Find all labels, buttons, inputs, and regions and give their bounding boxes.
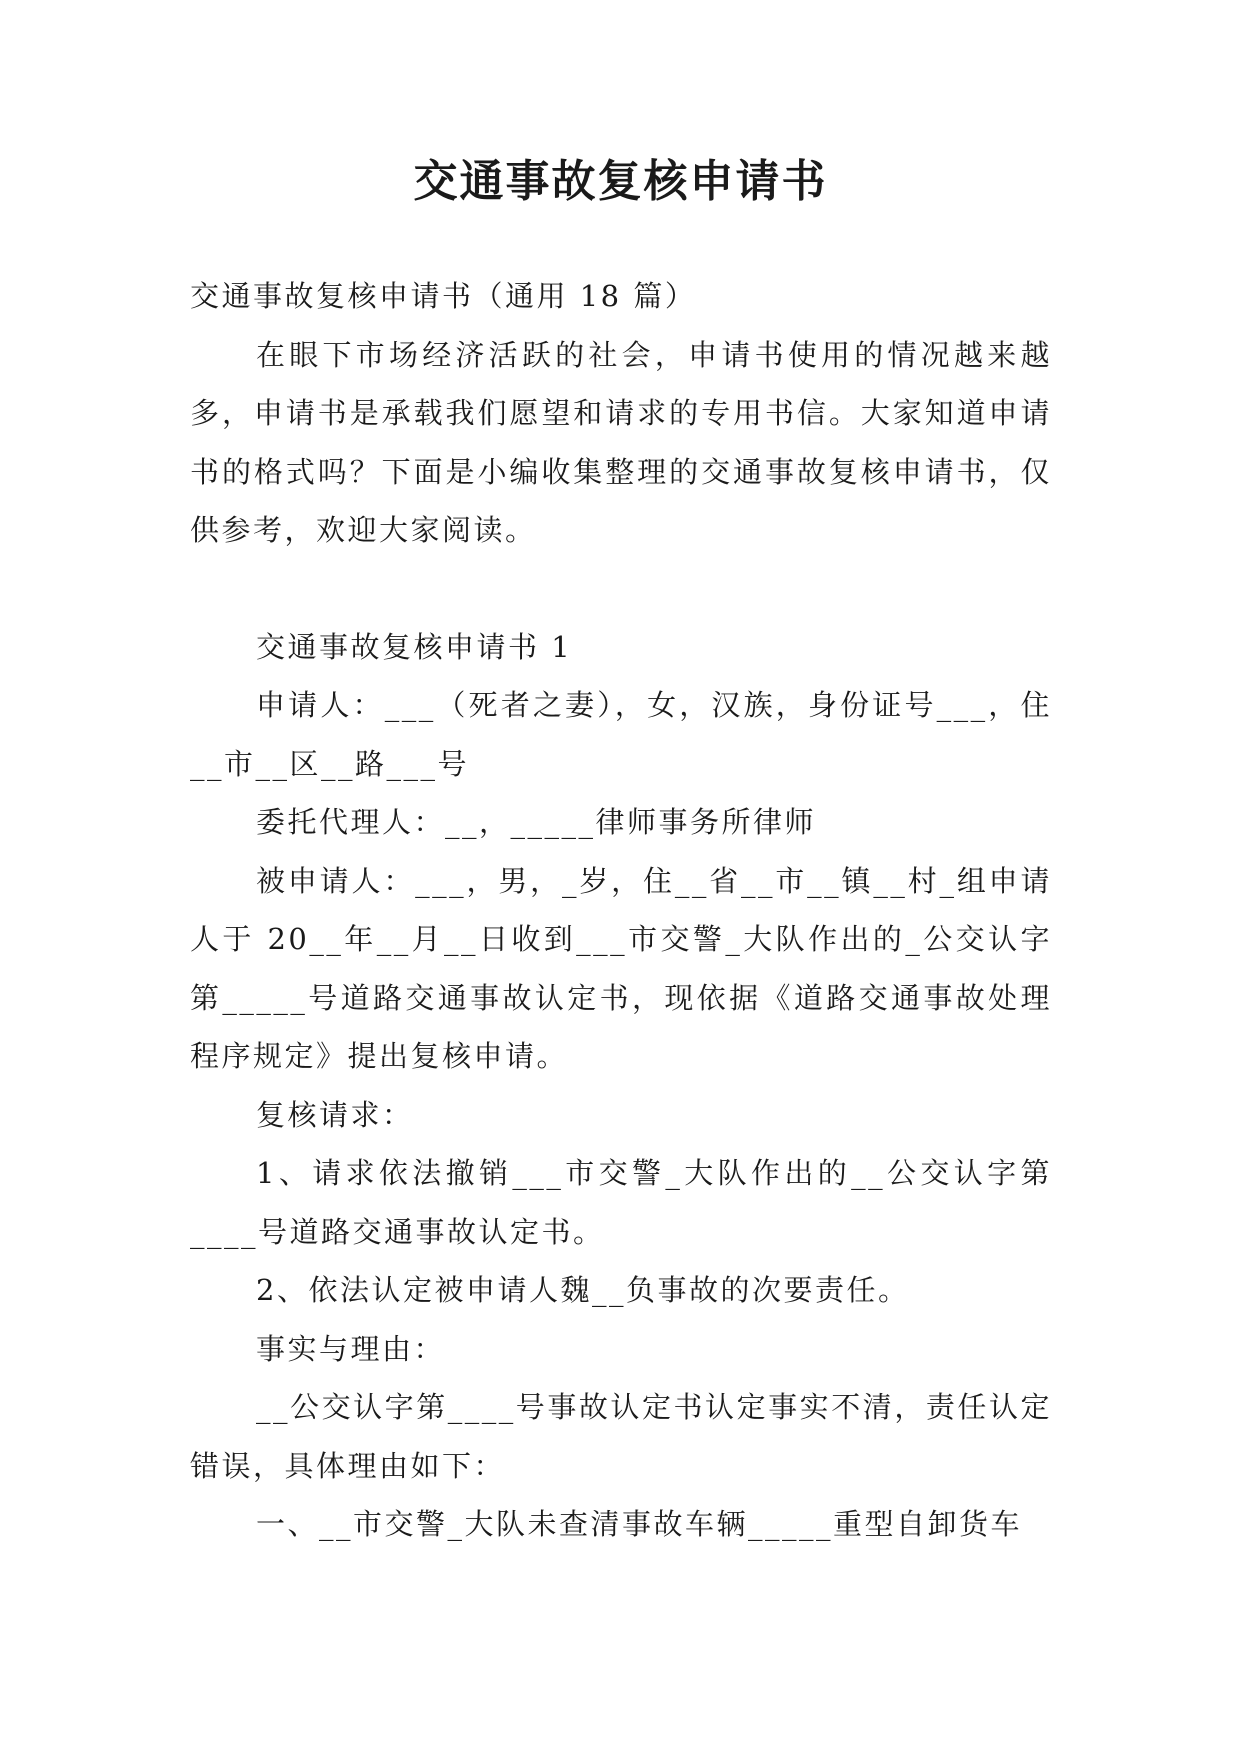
document-subtitle: 交通事故复核申请书（通用 18 篇） [190, 279, 697, 313]
applicant-paragraph: 申请人：___（死者之妻），女，汉族，身份证号___，住__市__区__路___号 [190, 688, 1052, 781]
document-body [190, 267, 1052, 1554]
spacer [190, 560, 1052, 618]
request-item-1: 1、请求依法撤销___市交警_大队作出的__公交认字第____号道路交通事故认定书。 [190, 1156, 1052, 1249]
facts-paragraph: __公交认字第____号事故认定书认定事实不清，责任认定错误，具体理由如下： [190, 1390, 1052, 1483]
reason-item-1: 一、__市交警_大队未查清事故车辆_____重型自卸货车 [256, 1507, 1023, 1541]
facts-reasons-heading: 事实与理由： [256, 1331, 446, 1366]
review-request-heading: 复核请求： [256, 1097, 414, 1132]
request-item-2: 2、依法认定被申请人魏__负事故的次要责任。 [256, 1273, 910, 1307]
section-title: 交通事故复核申请书 1 [256, 629, 573, 664]
agent-paragraph: 委托代理人：__，_____律师事务所律师 [256, 805, 817, 839]
intro-paragraph: 在眼下市场经济活跃的社会，申请书使用的情况越来越多，申请书是承载我们愿望和请求的专用书信。大家知道申请书的格式吗？下面是小编收集整理的交通事故复核申请书，仅供参考，欢迎大家阅读。 [190, 337, 1052, 547]
respondent-paragraph: 被申请人：___，男，_岁，住__省__市__镇__村_组申请人于 20__年__月__日收到___市交警_大队作出的_公交认字第_____号道路交通事故认定书，现依据《道路交通事故处理程序规定》提出复核申请。 [190, 863, 1052, 1073]
document-title: 交通事故复核申请书 [413, 156, 828, 207]
